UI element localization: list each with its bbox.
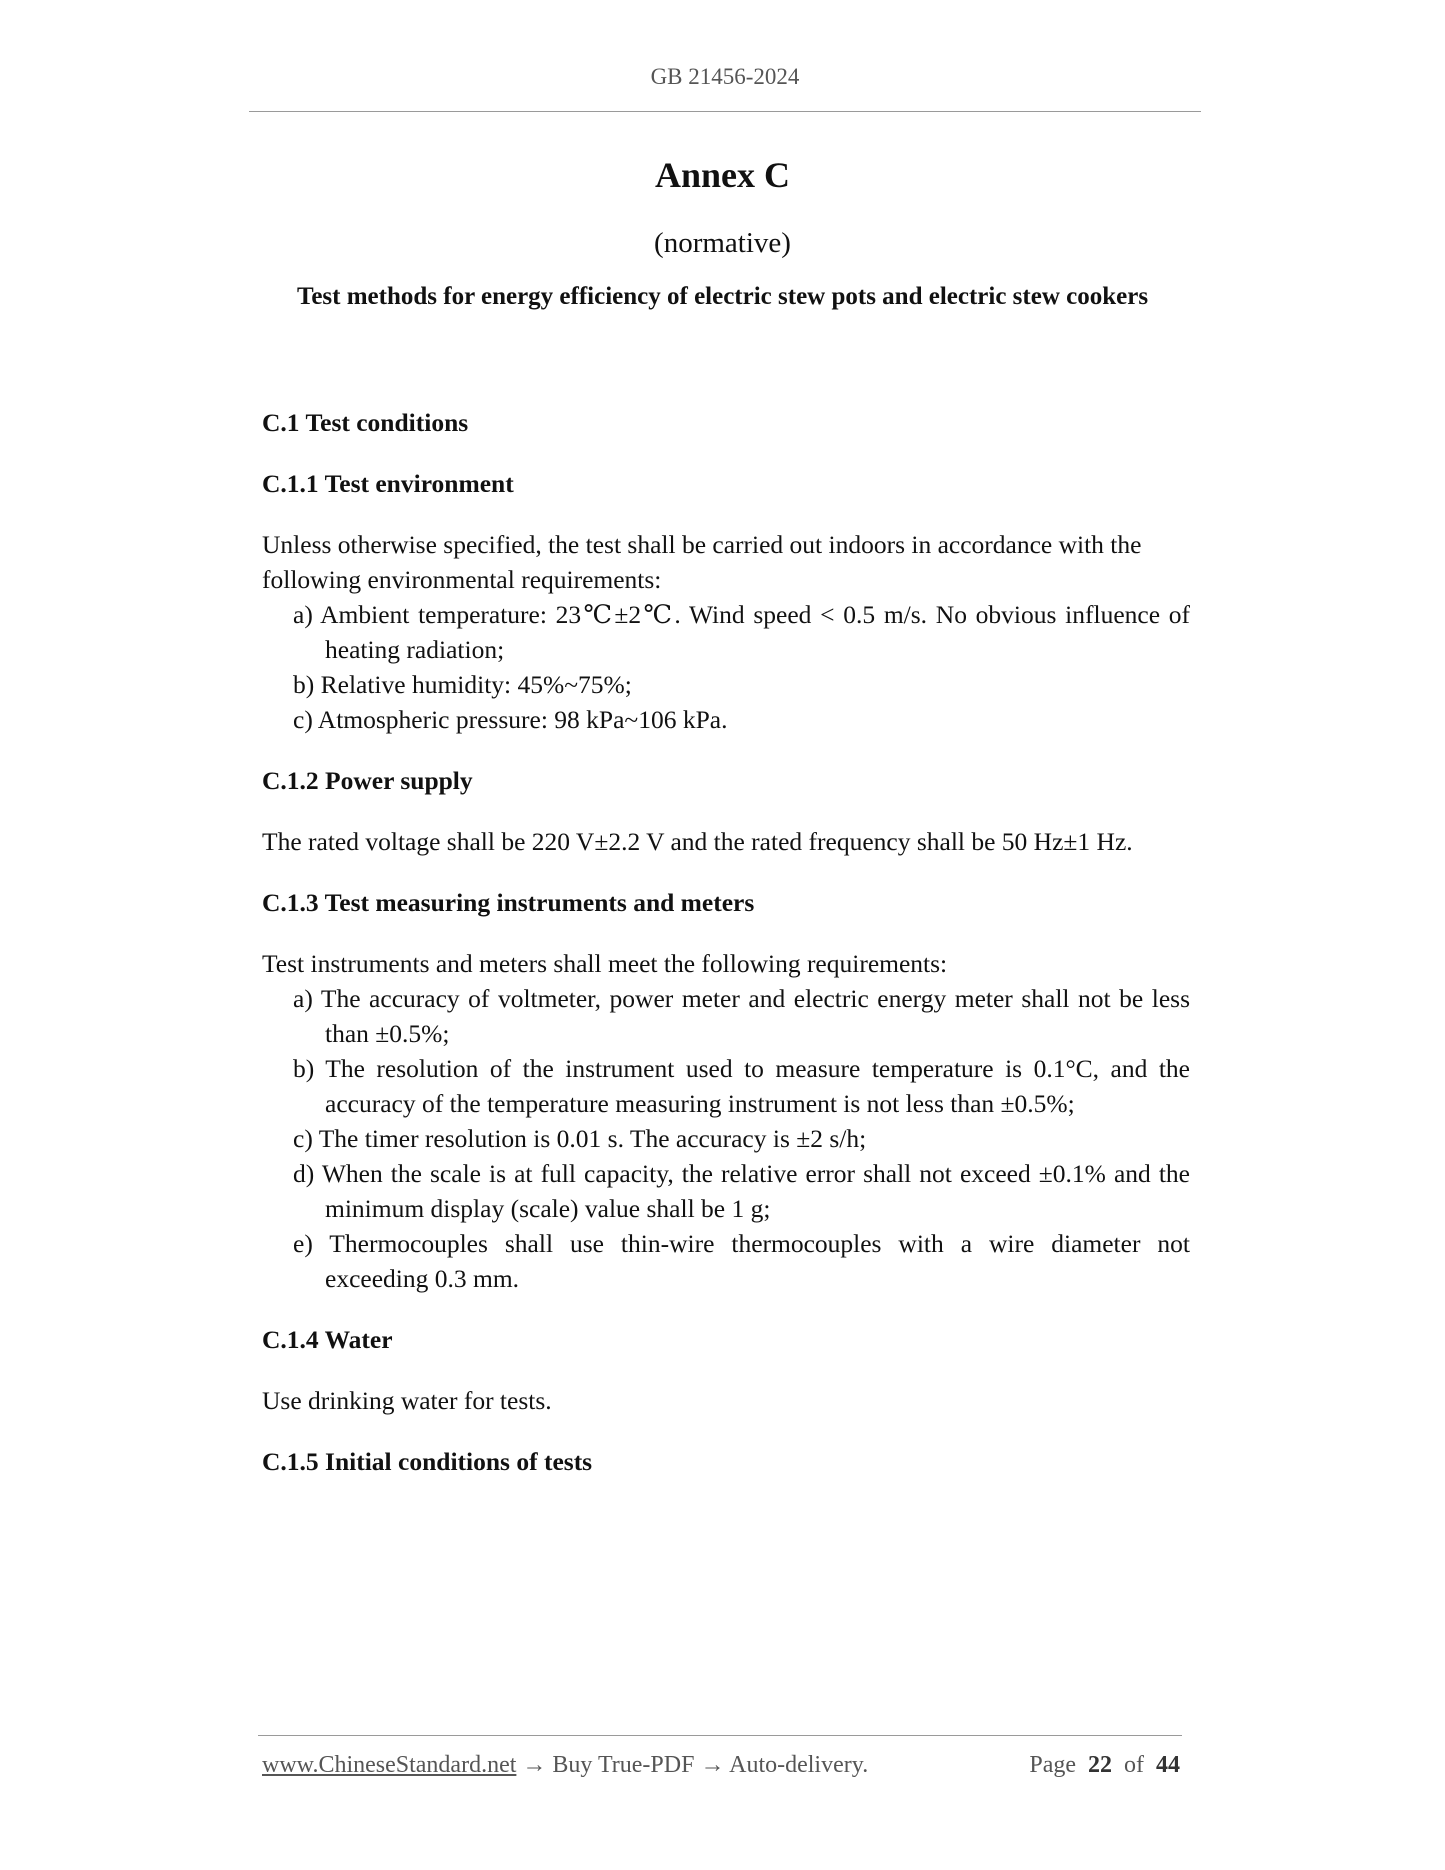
- list-item: d) When the scale is at full capacity, the relative error shall not exceed ±0.1% and the minimum display (scale) value shall be 1 g;: [293, 1159, 1190, 1223]
- list-item: e) Thermocouples shall use thin-wire thermocouples with a wire diameter not exceeding 0.3 mm.: [293, 1229, 1190, 1293]
- section-heading-c1-1: C.1.1 Test environment: [262, 469, 514, 498]
- paragraph-c1-2: The rated voltage shall be 220 V±2.2 V and the rated frequency shall be 50 Hz±1 Hz.: [262, 827, 1133, 856]
- section-heading-c1: C.1 Test conditions: [262, 408, 469, 437]
- footer-promo: [262, 1752, 868, 1779]
- list-item: a) The accuracy of voltmeter, power meter and electric energy meter shall not be less than ±0.5%;: [293, 984, 1190, 1048]
- page-of-label: of: [1124, 1752, 1144, 1778]
- footer-divider: [258, 1735, 1182, 1736]
- list-item: c) Atmospheric pressure: 98 kPa~106 kPa.: [293, 705, 728, 734]
- paragraph-c1-3: Test instruments and meters shall meet the following requirements:: [262, 949, 948, 978]
- document-header: GB 21456-2024: [650, 64, 800, 89]
- section-heading-c1-2: C.1.2 Power supply: [262, 766, 473, 795]
- annex-title: Annex C: [654, 155, 791, 195]
- document-body: [262, 405, 1190, 1479]
- list-item: a) Ambient temperature: 23℃±2℃. Wind speed < 0.5 m/s. No obvious influence of heating radiation;: [293, 600, 1190, 664]
- footer-tagline: → Buy True-PDF → Auto-delivery.: [516, 1752, 869, 1778]
- list-item: b) The resolution of the instrument used to measure temperature is 0.1°C, and the accuracy of the temperature measuring instrument is not less than ±0.5%;: [293, 1054, 1190, 1118]
- paragraph-c1-4: Use drinking water for tests.: [262, 1386, 552, 1415]
- annex-description: Test methods for energy efficiency of electric stew pots and electric stew cookers: [296, 283, 1149, 310]
- header-divider: [249, 111, 1201, 112]
- section-heading-c1-3: C.1.3 Test measuring instruments and meters: [262, 888, 755, 917]
- page-label: Page: [1029, 1752, 1076, 1778]
- paragraph-c1-1: Unless otherwise specified, the test shall be carried out indoors in accordance with the following environmental requirements:: [262, 530, 1142, 594]
- list-item: c) The timer resolution is 0.01 s. The accuracy is ±2 s/h;: [293, 1124, 867, 1153]
- page-current: 22: [1088, 1752, 1112, 1778]
- page-indicator: [1029, 1752, 1180, 1779]
- page-total: 44: [1156, 1752, 1180, 1778]
- section-heading-c1-5: C.1.5 Initial conditions of tests: [262, 1447, 593, 1476]
- annex-type: (normative): [654, 227, 791, 259]
- website-link[interactable]: www.ChineseStandard.net: [262, 1752, 517, 1778]
- list-item: b) Relative humidity: 45%~75%;: [293, 670, 632, 699]
- section-heading-c1-4: C.1.4 Water: [262, 1325, 393, 1354]
